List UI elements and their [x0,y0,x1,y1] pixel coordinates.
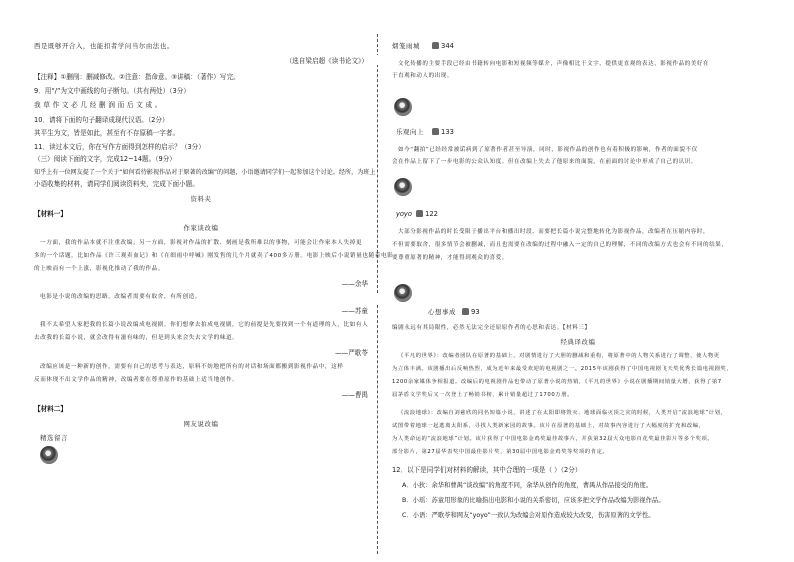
paragraph-line: 的上映而有一个上涨，影视化推动了我的作品。 [34,266,165,272]
like-count[interactable]: 93 [462,308,480,317]
thumbs-up-icon [416,210,423,217]
comment-text: 大部分影视作品的时长受限于播出平台和播出时段，而要把长篇小说完整地转化为影视作品，改编者在压缩内容时， [398,229,710,235]
thumbs-up-icon [462,308,469,315]
signature-su-tong: ——苏童 [341,307,368,315]
signature-yan-geling: ——严歌苓 [335,349,368,357]
option-b[interactable]: B．小瑶：苏童用形象的比喻指出电影和小说的关系密切，应该多把文学作品改编为影视作品。 [402,497,665,504]
comment-text: 要尊重原著的精神，才能得到观众的喜爱。 [392,255,508,261]
thumbs-up-icon [432,42,439,49]
comment-text: 文化传播的主要手段已经由书籍转向电影和短视频等媒介，声像相比于文字，提供更直观的表达，影视作品的美好在 [398,61,710,67]
signature-yu-hua: ——余华 [341,280,368,288]
question-9: 9．用“/”为文中画线的句子断句。（共有两处）（3分） [34,87,190,95]
notes: 【注释】①删削：删减修改。②注意：指命意。③讲稿：（著作）写完。 [34,73,240,81]
material-2-label: 【材料二】 [34,405,67,413]
divider-gap [371,293,383,303]
right-column [392,0,764,562]
question-11: 11．读过本文后，你在写作方面得到怎样的启示？（3分） [34,143,205,151]
avatar [40,446,58,464]
signature-cao-yu: ——曹禺 [341,391,368,399]
thumbs-up-icon [432,128,439,135]
paragraph-line: 改编应该是一种新的创作，需要有自己的思考与表达，原料不妨地把所有的对话和场面都搬到影视作品中，这样 [40,364,344,370]
paragraph-line: 为人类命运的“流浪地球”计划。该片获得了中国电影金鸡奖最佳故事片，并获第32届大众电影百花奖最佳影片等多个奖项。 [392,436,714,442]
paragraph-line: 1200余家媒体争相报道。改编后的电视剧作品也带动了原著小说的热销，《平凡的世界》小说在剧播期间销量大增，获得了第7 [392,379,722,385]
question-10: 10．请将下面的句子翻译成现代汉语。（2分） [34,116,169,124]
featured-comments-label: 精选留言 [40,434,68,442]
like-count[interactable]: 344 [432,42,454,51]
paragraph-line: 《平凡的世界》：改编者团队在原著的基础上，对剧情进行了大胆的删减和重构，将原著中的人物关系进行了调整，使人物更 [398,353,720,359]
comment-text: 不但需要取舍，很多情节会被删减，而且也需要在改编的过程中融入一定的自己的理解，不同的改编方式也会有不同的结果， [392,242,728,248]
avatar [394,178,412,196]
material-3-title: 经典译改编 [560,338,596,346]
paragraph-line: 去改我的长篇小说，就会改得有滋有味的，但是到头来会失去文学的味道。 [34,335,239,341]
comment-text: 如今“翻拍”已经经常被诟病到了原著作者甚至导演，同时，影视作品的创作也有着积极的影响，作者的面貌不仅 [398,147,698,153]
q9-sentence: 我 草 作 文 必 几 经 删 润 而 后 文 成 。 [34,101,162,109]
avatar [394,98,412,116]
material-1-label: 【材料一】 [34,210,67,218]
like-count[interactable]: 122 [416,210,438,219]
paragraph-line: 部分影片，第27届华表奖中国最佳影片奖，第30届中国电影金鸡奖等奖项的肯定。 [392,449,609,455]
comment-username: 乐观向上 [396,128,424,136]
comment-text: 会在作品上留下了一步电影的公众认知度。但在改编上失去了他原来的面貌，在前面的讨论中形成了自己的认识。 [392,159,698,165]
intro-line-1: 知乎上有一位网友提了一个关于“如何看待影视作品对于原著的改编”的问题，小语邀请同学们一起参加这个讨论。经所，为班上 [34,169,376,176]
divider-gap [371,55,383,65]
paragraph-line: 届茅盾文学奖后又一次登上了畅销书榜，累计销量超过了1700万册。 [392,392,573,398]
like-count[interactable]: 133 [432,128,454,137]
comment-text: 于直观和动人的出现。 [392,73,454,79]
avatar [394,284,412,302]
q10-sentence: 其平生为文，皆是如此，甚至有不存原稿一字者。 [34,129,180,137]
paragraph-line: 反而体现不出文学作品的精神，改编者要在尊重原作的基础上适当地创作。 [34,377,239,383]
option-a[interactable]: A．小狄：余华和曹禺“谈改编”的角度不同，余华从创作的角度，曹禺从作品接受的角度。 [402,482,653,489]
paragraph-line: 多的一个话题，比如作品《许三观卖血记》和《在细雨中呼喊》刚发售的几个月就卖了400多万册。电影上映后小说销量也随着电影 [34,253,394,259]
text-line: 西是既够开合入，也能扣者学问当尔由法也。 [34,42,174,50]
option-c[interactable]: C．小语：严歌苓和网友“yoyo”一致认为改编会对原作造成较大改变，伤害原著的文学性。 [402,512,655,519]
section-3-heading: （三）阅读下面的文字，完成12~14题。（9分） [34,155,176,163]
left-column [34,0,394,562]
comment-username: yoyo [396,210,412,218]
paragraph-line: 《流浪地球》：改编自刘慈欣的同名短篇小说，讲述了在太阳即将毁灭、地球面临灭顶之灾的时候，人类开启“流浪地球”计划， [398,410,727,416]
comment-username: 心想事成 [428,308,456,316]
material-1-title: 作家谈改编 [183,224,219,232]
paragraph-line: 电影是小说的改编的思路，改编者需要有取舍，有所创造。 [40,294,202,300]
source-citation: （选自梁启超《读书论文》） [285,57,368,65]
question-12: 12．以下是同学们对材料的解读，其中合理的一项是（ ）（2分） [392,466,582,474]
comment-username: 烟笼雨城 [392,42,420,50]
paragraph-line: 一方面，我的作品本就不注重改编；另一方面，影视对作品的扩散、刻画是我所难以的事物，可能会让作家本人失掉更 [40,240,363,246]
paragraph-line: 我不太希望人家把我的长篇小说改编成电视剧。你们想拿去拍成电视剧，它的前提是先要找到一个有道理的人，比如有人 [40,322,369,328]
paragraph-line: 为立体丰满。该剧播出后反响热烈，成为近年来最受欢迎的电视剧之一。2015年该剧获得了中国电视剧飞天奖优秀长篇电视剧奖， [392,366,733,372]
comment-text: 编剧永远有其局限性，必然无法完全还原原作者的心思和表达。【材料三】 [392,325,591,331]
folder-title: 资料夹 [190,195,212,203]
material-2-title: 网友说改编 [183,420,219,428]
paragraph-line: 试图带着地球一起逃离太阳系，寻找人类新家园的故事。该片在原著的基础上，对故事内容进行了大幅度的扩充和改编， [392,423,705,429]
intro-line-2: 小语收集的材料，请同学们阅读资料夹，完成下面小题。 [34,180,199,188]
